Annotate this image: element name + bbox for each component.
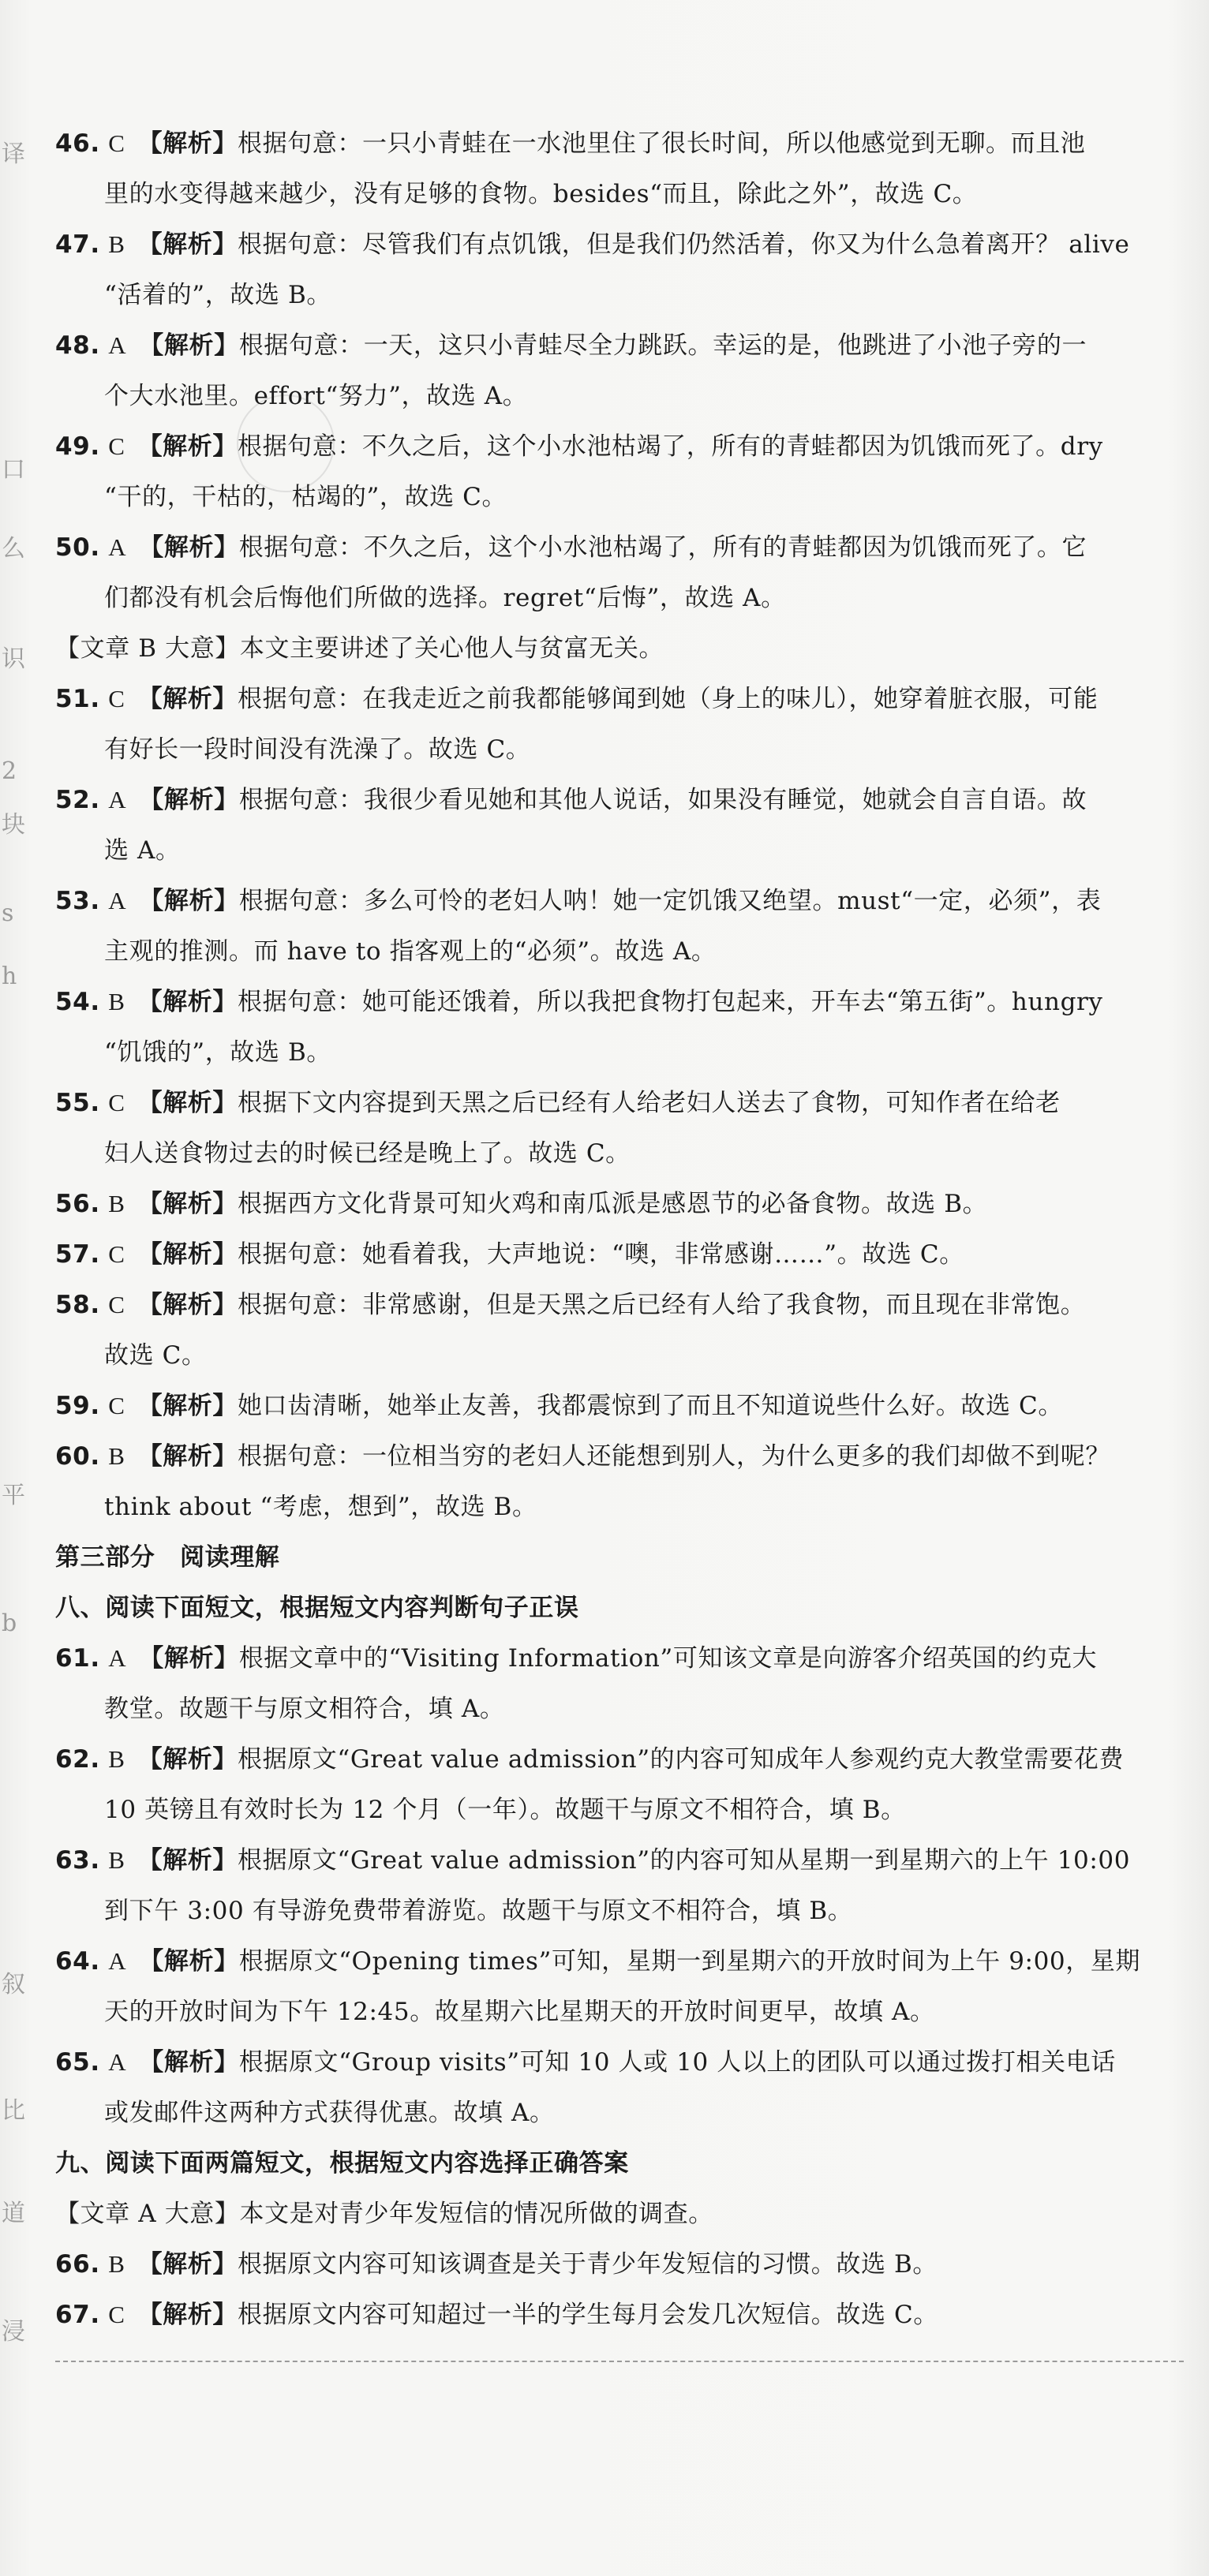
explanation-text: 根据句意：多么可怜的老妇人呐！她一定饥饿又绝望。must“一定，必须”，表 [238,887,1102,915]
analysis-tag: 【解析】 [139,2048,239,2077]
left-page-edge-fragments [0,118,24,2406]
answer-letter: C [108,1240,125,1268]
continuation-line: “活着的”，故选 B。 [104,281,331,309]
edge-fragment: 识 [2,645,25,673]
answer-letter: A [108,1644,127,1672]
analysis-tag: 【解析】 [139,887,239,915]
answer-line [55,1835,1184,1886]
edge-fragment: h [2,963,17,990]
section-heading: 八、阅读下面短文，根据短文内容判断句子正误 [55,1594,579,1622]
explanation-text: 根据下文内容提到天黑之后已经有人给老妇人送去了食物，可知作者在给老 [237,1089,1061,1117]
analysis-tag: 【解析】 [137,1190,238,1218]
analysis-tag: 【解析】 [137,1240,238,1269]
answer-line [55,421,1184,472]
answer-line [55,977,1184,1027]
answer-line [55,775,1184,825]
question-number: 48. [55,331,100,360]
answer-line [55,118,1184,169]
bottom-dashed-rule [55,2361,1184,2362]
answer-line [55,1280,1184,1330]
analysis-tag: 【解析】 [137,230,238,259]
edge-fragment: b [2,1610,17,1637]
answer-letter: C [108,129,125,157]
question-number: 56. [55,1190,100,1218]
question-number: 54. [55,988,100,1016]
edge-fragment: 平 [2,1482,25,1509]
analysis-tag: 【解析】 [139,1947,239,1976]
answer-line [55,522,1184,573]
passage-summary: 【文章 A 大意】本文是对青少年发短信的情况所做的调查。 [55,2200,713,2228]
answer-line [55,876,1184,926]
answer-letter: B [108,1442,125,1470]
answer-line [55,1431,1184,1482]
answer-letter: C [108,2301,125,2328]
question-number: 50. [55,533,100,562]
question-number: 63. [55,1846,100,1875]
question-number: 60. [55,1442,100,1471]
edge-fragment: 2 [2,757,17,785]
explanation-text: 根据句意：一天，这只小青蛙尽全力跳跃。幸运的是，他跳进了小池子旁的一 [238,331,1087,360]
analysis-tag: 【解析】 [137,685,238,713]
answer-letter: B [108,1846,125,1874]
answer-letter: C [108,1089,125,1116]
section-heading: 第三部分 阅读理解 [55,1543,280,1572]
question-number: 55. [55,1089,100,1117]
explanation-text: 根据句意：一位相当穷的老妇人还能想到别人，为什么更多的我们却做不到呢？ [237,1442,1110,1471]
continuation-line: 个大水池里。effort“努力”，故选 A。 [104,382,528,410]
answer-letter: C [108,1291,125,1318]
answer-line [55,1381,1184,1431]
analysis-tag: 【解析】 [137,1089,238,1117]
continuation-line: 选 A。 [104,836,181,865]
continuation-line: 有好长一段时间没有洗澡了。故选 C。 [104,735,531,764]
explanation-text: 根据句意：一只小青蛙在一水池里住了很长时间，所以他感觉到无聊。而且池 [237,129,1086,158]
edge-fragment: 么 [2,535,25,563]
answer-letter: C [108,432,125,460]
explanation-text: 根据句意：我很少看见她和其他人说话，如果没有睡觉，她就会自言自语。故 [238,786,1087,814]
edge-fragment: 道 [2,2200,25,2227]
explanation-text: 根据句意：在我走近之前我都能够闻到她（身上的味儿），她穿着脏衣服，可能 [237,685,1099,713]
edge-fragment: 块 [2,811,25,839]
explanation-text: 根据原文“Opening times”可知，星期一到星期六的开放时间为上午 9:00，星期 [238,1947,1141,1976]
analysis-tag: 【解析】 [139,786,239,814]
analysis-tag: 【解析】 [137,129,238,158]
question-number: 61. [55,1644,100,1673]
answer-line [55,1936,1184,1987]
analysis-tag: 【解析】 [137,1846,238,1875]
analysis-tag: 【解析】 [137,1745,238,1774]
continuation-line: 里的水变得越来越少，没有足够的食物。besides“而且，除此之外”，故选 C。 [104,180,978,208]
answer-line [55,1633,1184,1684]
answer-line [55,1078,1184,1128]
answer-line [55,320,1184,371]
explanation-text: 根据句意：尽管我们有点饥饿，但是我们仍然活着，你又为什么急着离开？ alive [237,230,1130,259]
continuation-line: 天的开放时间为下午 12:45。故星期六比星期天的开放时间更早，故填 A。 [104,1998,935,2026]
answer-line [55,1734,1184,1785]
question-number: 58. [55,1291,100,1319]
answer-line [55,2037,1184,2088]
answer-line [55,674,1184,724]
answer-letter: B [108,2250,125,2278]
continuation-line: 或发邮件这两种方式获得优惠。故填 A。 [104,2099,555,2127]
explanation-text: 根据文章中的“Visiting Information”可知该文章是向游客介绍英国的约克大 [238,1644,1098,1673]
passage-summary: 【文章 B 大意】本文主要讲述了关心他人与贫富无关。 [55,634,664,663]
answer-letter: B [108,1190,125,1217]
explanation-text: 根据句意：非常感谢，但是天黑之后已经有人给了我食物，而且现在非常饱。 [237,1291,1086,1319]
question-number: 57. [55,1240,100,1269]
answer-letter: C [108,1392,125,1419]
answer-letter: B [108,230,125,258]
answer-explanations [55,118,1184,2340]
section-heading: 九、阅读下面两篇短文，根据短文内容选择正确答案 [55,2149,629,2178]
analysis-tag: 【解析】 [137,1392,238,1420]
question-number: 65. [55,2048,100,2077]
answer-line [55,2290,1184,2340]
analysis-tag: 【解析】 [137,2301,238,2329]
answer-letter: A [108,786,127,813]
continuation-line: 故选 C。 [104,1341,207,1370]
continuation-line: think about “考虑，想到”，故选 B。 [104,1493,537,1521]
answer-letter: B [108,988,125,1015]
analysis-tag: 【解析】 [137,1442,238,1471]
continuation-line: 妇人送食物过去的时候已经是晚上了。故选 C。 [104,1139,631,1168]
edge-fragment: 译 [2,140,25,168]
question-number: 67. [55,2301,100,2329]
answer-letter: A [108,533,127,561]
question-number: 51. [55,685,100,713]
question-number: 64. [55,1947,100,1976]
answer-line [55,1179,1184,1229]
edge-fragment: 口 [2,456,25,484]
answer-letter: A [108,887,127,914]
explanation-text: 根据原文内容可知超过一半的学生每月会发几次短信。故选 C。 [237,2301,938,2329]
question-number: 62. [55,1745,100,1774]
continuation-line: 10 英镑且有效时长为 12 个月（一年）。故题干与原文不相符合，填 B。 [104,1796,906,1824]
answer-letter: A [108,331,127,359]
continuation-line: 们都没有机会后悔他们所做的选择。regret“后悔”，故选 A。 [104,584,786,612]
analysis-tag: 【解析】 [137,2250,238,2279]
explanation-text: 根据句意：她看着我，大声地说：“噢，非常感谢……”。故选 C。 [237,1240,964,1269]
analysis-tag: 【解析】 [137,1291,238,1319]
answer-letter: A [108,2048,127,2076]
continuation-line: “干的，干枯的，枯竭的”，故选 C。 [104,483,507,511]
answer-line [55,2239,1184,2290]
continuation-line: 主观的推测。而 have to 指客观上的“必须”。故选 A。 [104,937,717,966]
answer-letter: B [108,1745,125,1773]
explanation-text: 根据原文“Great value admission”的内容可知从星期一到星期六的上午 10:00 [237,1846,1131,1875]
continuation-line: 到下午 3:00 有导游免费带着游览。故题干与原文不相符合，填 B。 [104,1897,853,1925]
analysis-tag: 【解析】 [139,533,239,562]
answer-letter: A [108,1947,127,1975]
analysis-tag: 【解析】 [139,331,239,360]
edge-fragment: s [2,899,14,927]
question-number: 53. [55,887,100,915]
explanation-text: 她口齿清晰，她举止友善，我都震惊到了而且不知道说些什么好。故选 C。 [237,1392,1063,1420]
explanation-text: 根据原文“Great value admission”的内容可知成年人参观约克大教堂需要花费 [237,1745,1125,1774]
edge-fragment: 浸 [2,2318,25,2346]
question-number: 47. [55,230,100,259]
question-number: 52. [55,786,100,814]
explanation-text: 根据句意：不久之后，这个小水池枯竭了，所有的青蛙都因为饥饿而死了。它 [238,533,1087,562]
explanation-text: 根据句意：不久之后，这个小水池枯竭了，所有的青蛙都因为饥饿而死了。dry [237,432,1103,461]
edge-fragment: 比 [2,2097,25,2125]
answer-line [55,1229,1184,1280]
question-number: 59. [55,1392,100,1420]
explanation-text: 根据句意：她可能还饿着，所以我把食物打包起来，开车去“第五街”。hungry [237,988,1103,1016]
explanation-text: 根据原文“Group visits”可知 10 人或 10 人以上的团队可以通过拨打相关电话 [238,2048,1116,2077]
answer-line [55,219,1184,270]
question-number: 46. [55,129,100,158]
edge-fragment: 叙 [2,1971,25,1998]
continuation-line: “饥饿的”，故选 B。 [104,1038,331,1067]
explanation-text: 根据西方文化背景可知火鸡和南瓜派是感恩节的必备食物。故选 B。 [237,1190,988,1218]
answer-letter: C [108,685,125,712]
analysis-tag: 【解析】 [137,988,238,1016]
question-number: 66. [55,2250,100,2279]
continuation-line: 教堂。故题干与原文相符合，填 A。 [104,1695,505,1723]
analysis-tag: 【解析】 [137,432,238,461]
analysis-tag: 【解析】 [139,1644,239,1673]
explanation-text: 根据原文内容可知该调查是关于青少年发短信的习惯。故选 B。 [237,2250,938,2279]
question-number: 49. [55,432,100,461]
